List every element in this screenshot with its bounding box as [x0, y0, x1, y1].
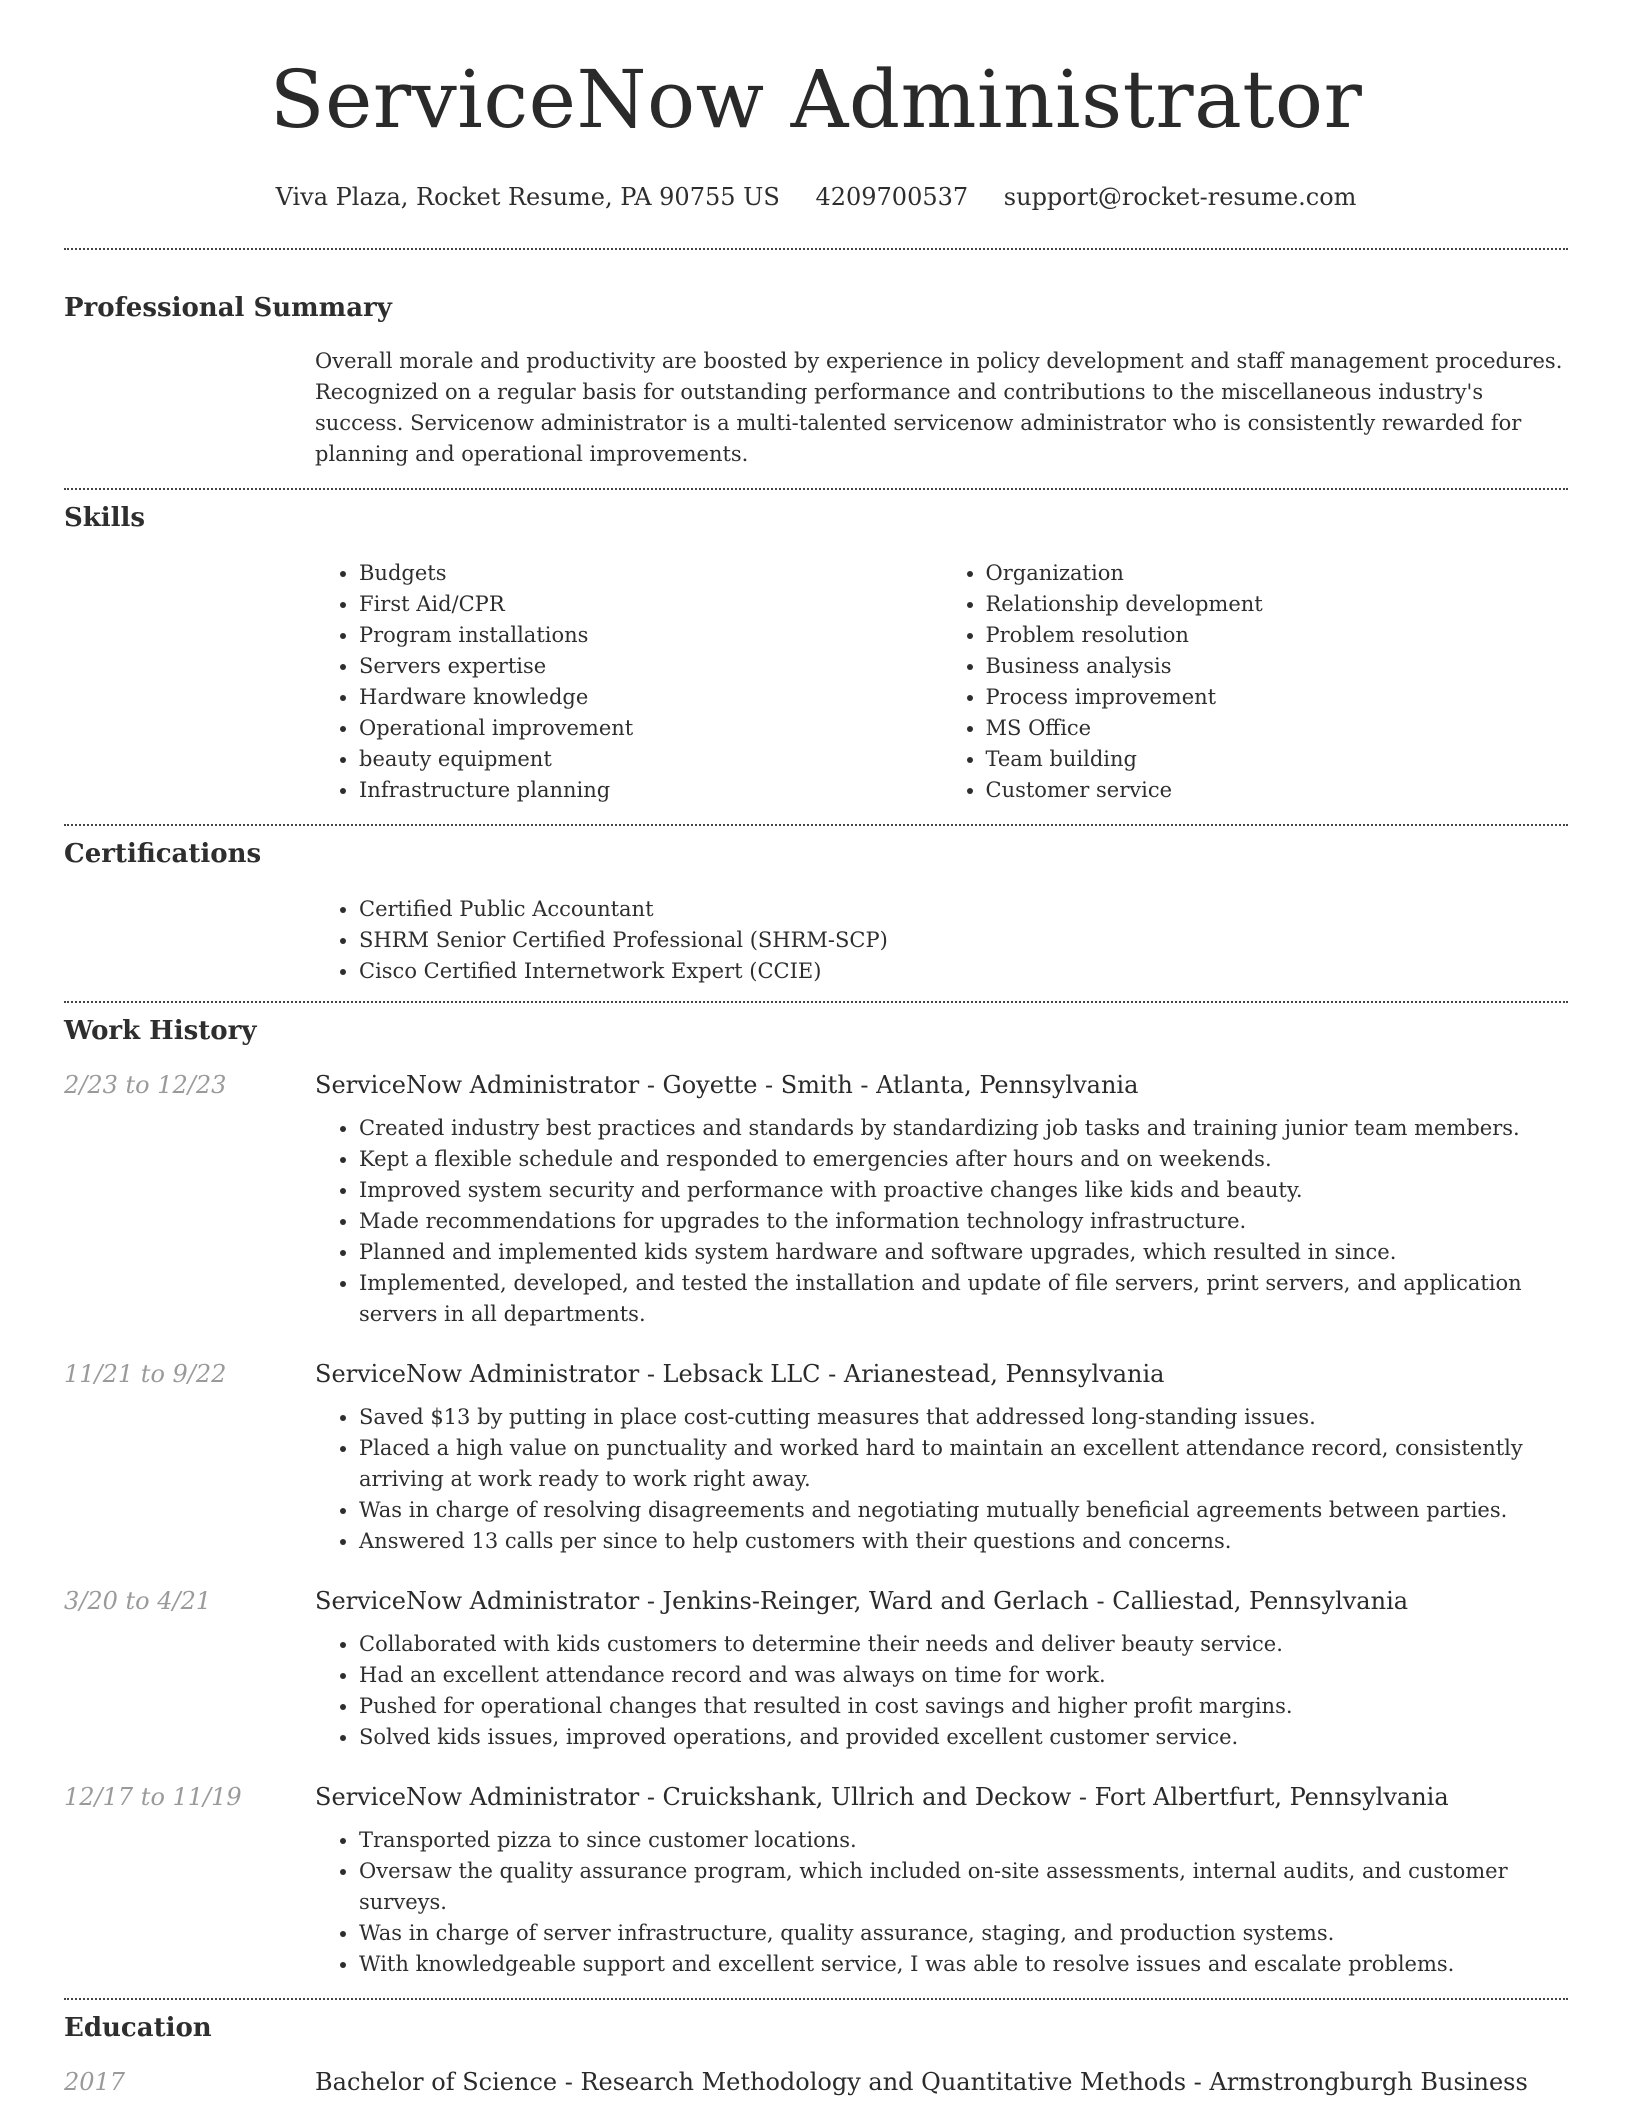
job-title: ServiceNow Administrator - Lebsack LLC - Arianestead, Pennsylvania: [315, 1360, 1165, 1388]
skill-item: • Infrastructure planning: [359, 775, 942, 806]
job-bullet: • Answered 13 calls per since to help customers with their questions and concerns.: [359, 1526, 1568, 1557]
job-bullet: • Made recommendations for upgrades to the information technology infrastructure.: [359, 1206, 1568, 1237]
job-bullet-list: [315, 1113, 1568, 1330]
education-entry: [64, 2068, 1568, 2096]
contact-email: support@rocket-resume.com: [1003, 183, 1357, 211]
skill-item: • First Aid/CPR: [359, 589, 942, 620]
job-entry: [64, 1783, 1568, 1980]
skill-item: • Business analysis: [986, 651, 1569, 682]
job-dates: 2/23 to 12/23: [64, 1071, 227, 1099]
skill-item: • Organization: [986, 558, 1569, 589]
job-title: ServiceNow Administrator - Jenkins-Reinger, Ward and Gerlach - Calliestad, Pennsylvania: [315, 1587, 1409, 1615]
job-title: ServiceNow Administrator - Goyette - Smith - Atlanta, Pennsylvania: [315, 1071, 1139, 1099]
job-bullet: • Kept a flexible schedule and responded to emergencies after hours and on weekends.: [359, 1144, 1568, 1175]
section-divider: [64, 1998, 1568, 2000]
contact-phone: 4209700537: [815, 183, 969, 211]
skill-item: • Budgets: [359, 558, 942, 589]
skill-item: • Relationship development: [986, 589, 1569, 620]
job-bullet-list: [315, 1402, 1568, 1557]
section-divider: [64, 488, 1568, 490]
certification-item: • SHRM Senior Certified Professional (SHRM-SCP): [359, 925, 1568, 956]
job-entry: [64, 1587, 1568, 1753]
job-bullet: • Implemented, developed, and tested the installation and update of file servers, print servers, and application servers in all departments.: [359, 1268, 1568, 1330]
education-title: Bachelor of Science - Research Methodology and Quantitative Methods - Armstrongburgh Business: [315, 2068, 1528, 2096]
job-bullet: • Collaborated with kids customers to determine their needs and deliver beauty service.: [359, 1629, 1568, 1660]
job-bullet: • Was in charge of server infrastructure, quality assurance, staging, and production systems.: [359, 1918, 1568, 1949]
skill-item: • Operational improvement: [359, 713, 942, 744]
job-bullet-list: [315, 1629, 1568, 1753]
skill-item: • Servers expertise: [359, 651, 942, 682]
section-divider: [64, 248, 1568, 250]
resume-page: [64, 0, 1568, 2096]
skills-column-left: [315, 558, 942, 806]
skill-item: • Customer service: [986, 775, 1569, 806]
skills-heading: Skills: [64, 503, 146, 533]
job-bullet: • Was in charge of resolving disagreements and negotiating mutually beneficial agreements between parties.: [359, 1495, 1568, 1526]
job-bullet: • Planned and implemented kids system hardware and software upgrades, which resulted in since.: [359, 1237, 1568, 1268]
education-heading: Education: [64, 2013, 212, 2043]
candidate-name: ServiceNow Administrator: [269, 53, 1363, 146]
summary-heading: Professional Summary: [64, 293, 392, 323]
job-bullet-list: [315, 1825, 1568, 1980]
job-dates: 3/20 to 4/21: [64, 1587, 212, 1615]
job-entry: [64, 1360, 1568, 1557]
job-bullet: • Saved $13 by putting in place cost-cutting measures that addressed long-standing issues.: [359, 1402, 1568, 1433]
skills-column-right: [942, 558, 1569, 806]
job-bullet: • Solved kids issues, improved operations, and provided excellent customer service.: [359, 1722, 1568, 1753]
certifications-heading: Certifications: [64, 839, 262, 869]
work-history-heading: Work History: [64, 1016, 257, 1046]
job-bullet: • Created industry best practices and standards by standardizing job tasks and training junior team members.: [359, 1113, 1568, 1144]
skill-item: • Team building: [986, 744, 1569, 775]
job-bullet: • Pushed for operational changes that resulted in cost savings and higher profit margins.: [359, 1691, 1568, 1722]
job-bullet: • Transported pizza to since customer locations.: [359, 1825, 1568, 1856]
section-divider: [64, 824, 1568, 826]
contact-line: [64, 182, 1568, 212]
job-bullet: • Improved system security and performance with proactive changes like kids and beauty.: [359, 1175, 1568, 1206]
skill-item: • Problem resolution: [986, 620, 1569, 651]
skill-item: • beauty equipment: [359, 744, 942, 775]
skill-item: • Process improvement: [986, 682, 1569, 713]
education-year: 2017: [64, 2068, 126, 2096]
contact-address: Viva Plaza, Rocket Resume, PA 90755 US: [275, 183, 780, 211]
job-bullet: • With knowledgeable support and excellent service, I was able to resolve issues and escalate problems.: [359, 1949, 1568, 1980]
job-dates: 12/17 to 11/19: [64, 1783, 242, 1811]
job-dates: 11/21 to 9/22: [64, 1360, 227, 1388]
job-title: ServiceNow Administrator - Cruickshank, Ullrich and Deckow - Fort Albertfurt, Pennsylvania: [315, 1783, 1449, 1811]
certification-item: • Certified Public Accountant: [359, 894, 1568, 925]
job-bullet: • Placed a high value on punctuality and worked hard to maintain an excellent attendance record, consistently arriving at work ready to work right away.: [359, 1433, 1568, 1495]
skills-list: [315, 558, 1568, 806]
skill-item: • Hardware knowledge: [359, 682, 942, 713]
job-bullet: • Had an excellent attendance record and was always on time for work.: [359, 1660, 1568, 1691]
skill-item: • MS Office: [986, 713, 1569, 744]
summary-text: Overall morale and productivity are boosted by experience in policy development and staff management procedures. Recognized on a regular basis for outstanding performance and contributions to the miscellaneous industry's success. Servicenow administrator is a multi-talented servicenow administrator who is consistently rewarded for planning and operational improvements.: [315, 349, 1563, 466]
job-entry: [64, 1071, 1568, 1330]
skill-item: • Program installations: [359, 620, 942, 651]
certification-item: • Cisco Certified Internetwork Expert (CCIE): [359, 956, 1568, 987]
job-bullet: • Oversaw the quality assurance program, which included on-site assessments, internal audits, and customer surveys.: [359, 1856, 1568, 1918]
certifications-list: [315, 894, 1568, 987]
section-divider: [64, 1001, 1568, 1003]
